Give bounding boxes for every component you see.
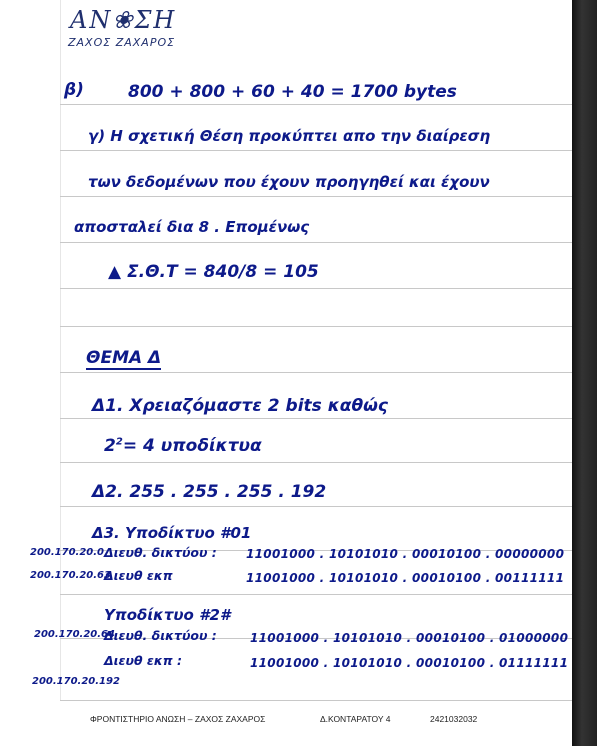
answer-c-line-2: των δεδομένων που έχουν προηγηθεί και έχουν — [88, 173, 490, 191]
address-label-4: Διευθ εκπ : — [104, 653, 182, 668]
margin-line — [60, 0, 61, 700]
address-ip-2: 200.170.20.63 — [30, 570, 111, 581]
answer-c-line-3: αποσταλεί δια 8 . Επομένως — [74, 218, 310, 236]
ruled-line — [60, 506, 572, 507]
ruled-line — [60, 104, 572, 105]
ruled-line — [60, 150, 572, 151]
answer-b-expression: 800 + 800 + 60 + 40 = 1700 bytes — [128, 82, 457, 102]
answer-d3: Δ3. Υποδίκτυο #01 — [92, 524, 252, 542]
answer-d2: Δ2. 255 . 255 . 255 . 192 — [92, 482, 327, 502]
answer-c-line-1: γ) Η σχετική Θέση προκύπτει απο την διαίρεση — [88, 127, 491, 145]
address-label-2: Διευθ εκπ — [104, 568, 173, 583]
address-binary-3: 11001000 . 10101010 . 00010100 . 01000000 — [250, 631, 569, 645]
address-ip-1: 200.170.20.0 — [30, 547, 105, 558]
footer-school-name: ΦΡΟΝΤΙΣΤΗΡΙΟ ΑΝΩΣΗ – ΖΑΧΟΣ ΖΑΧΑΡΟΣ — [90, 714, 266, 724]
ruled-line — [60, 288, 572, 289]
footer-address: Δ.ΚΟΝΤΑΡΑΤΟΥ 4 — [320, 714, 391, 724]
address-ip-5: 200.170.20.192 — [32, 676, 120, 687]
answer-d1: Δ1. Χρειαζόμαστε 2 bits καθώς — [92, 396, 388, 416]
therefore-mark: ▲ — [108, 262, 127, 282]
address-binary-4: 11001000 . 10101010 . 00010100 . 01111111 — [250, 656, 569, 670]
page-edge-shadow — [572, 0, 597, 746]
ruled-line — [60, 462, 572, 463]
footer-phone: 2421032032 — [430, 714, 478, 724]
address-label-1: Διευθ. δικτύου : — [104, 545, 217, 560]
ruled-line — [60, 700, 572, 701]
ruled-line — [60, 594, 572, 595]
logo: ΑΝ❀ΣΗ — [70, 6, 177, 34]
answer-d1-subnets: $2^2= 4$ υποδίκτυα — [104, 436, 262, 456]
theme-title: ΘΕΜΑ Δ — [86, 348, 162, 368]
address-binary-1: 11001000 . 10101010 . 00010100 . 00000000 — [246, 547, 565, 561]
address-ip-3: 200.170.20.64 — [34, 629, 115, 640]
ruled-line — [60, 242, 572, 243]
ruled-line — [60, 372, 572, 373]
ruled-line — [60, 196, 572, 197]
subnet-2-title: Υποδίκτυο #2# — [104, 606, 231, 624]
address-label-3: Διευθ. δικτύου : — [104, 628, 217, 643]
answer-b-label: β) — [64, 80, 84, 100]
ruled-line — [60, 418, 572, 419]
answer-c-line-4: ▲ Σ.Θ.Τ = 840/8 = 105 — [108, 262, 319, 282]
address-binary-2: 11001000 . 10101010 . 00010100 . 00111111 — [246, 571, 565, 585]
logo-subtitle: ΖΑΧΟΣ ΖΑΧΑΡΟΣ — [68, 36, 176, 49]
ruled-line — [60, 326, 572, 327]
